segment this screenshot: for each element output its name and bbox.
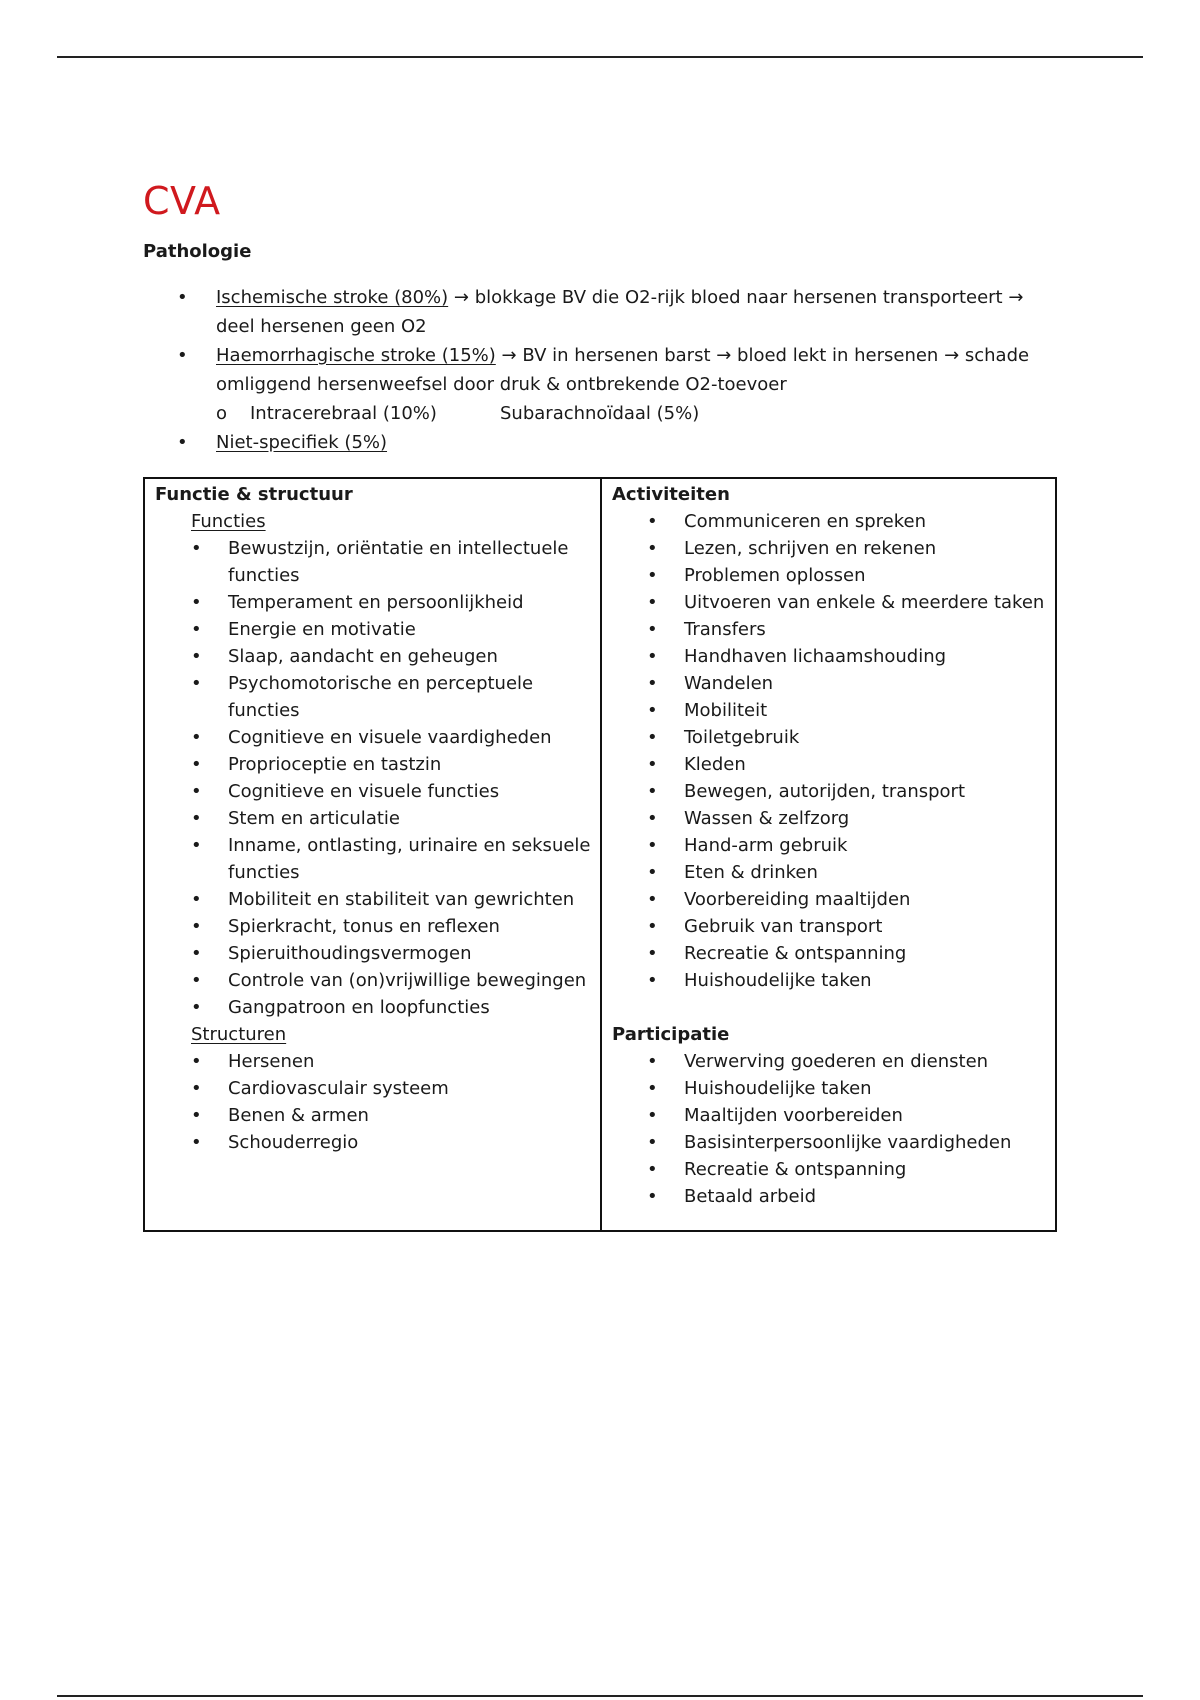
list-item — [155, 1129, 600, 1156]
list-item — [612, 886, 1055, 913]
list-item-text: Hersenen — [228, 1051, 315, 1072]
sub-item-subarachnoidaal: Subarachnoïdaal (5%) — [500, 403, 700, 424]
list-item-text: Temperament en persoonlijkheid — [228, 592, 524, 613]
list-item-text: Communiceren en spreken — [684, 511, 926, 532]
bullet-icon: • — [191, 943, 202, 964]
list-item-text: Toiletgebruik — [684, 727, 800, 748]
bullet-icon: • — [647, 835, 658, 856]
list-item — [155, 832, 600, 886]
list-item — [612, 508, 1055, 535]
list-item — [612, 859, 1055, 886]
sub-item-intracerebraal: Intracerebraal (10%) — [250, 403, 437, 424]
bullet-icon: • — [647, 808, 658, 829]
stroke-type: Haemorrhagische stroke (15%) — [216, 345, 496, 366]
list-item — [612, 1048, 1055, 1075]
list-item-text: Inname, ontlasting, urinaire en seksuele functies — [228, 835, 591, 883]
list-item-text: Gangpatroon en loopfuncties — [228, 997, 490, 1018]
list-item-text: Wandelen — [684, 673, 774, 694]
list-item — [612, 697, 1055, 724]
list-item-text: Kleden — [684, 754, 746, 775]
list-item-text: Verwerving goederen en diensten — [684, 1051, 989, 1072]
list-item-text: Basisinterpersoonlijke vaardigheden — [684, 1132, 1012, 1153]
list-item — [612, 751, 1055, 778]
list-item — [612, 778, 1055, 805]
bullet-icon: • — [647, 1186, 658, 1207]
list-item-text: Proprioceptie en tastzin — [228, 754, 442, 775]
list-item — [612, 1183, 1055, 1210]
bullet-icon: • — [191, 727, 202, 748]
list-item-text: Benen & armen — [228, 1105, 369, 1126]
list-item-text: Hand-arm gebruik — [684, 835, 848, 856]
list-item — [155, 1102, 600, 1129]
list-item-text: Maaltijden voorbereiden — [684, 1105, 903, 1126]
bullet-icon: • — [191, 1105, 202, 1126]
list-item-text: Psychomotorische en perceptuele functies — [228, 673, 534, 721]
bullet-icon: • — [647, 970, 658, 991]
bullet-icon: • — [647, 1078, 658, 1099]
activiteiten-list — [612, 508, 1055, 994]
bullet-icon: • — [191, 889, 202, 910]
list-item — [155, 940, 600, 967]
stroke-type: Ischemische stroke (80%) — [216, 287, 449, 308]
sub-bullet-icon: o — [216, 403, 228, 424]
structuren-label: Structuren — [191, 1024, 287, 1045]
bullet-icon: • — [191, 673, 202, 694]
list-item-text: Mobiliteit en stabiliteit van gewrichten — [228, 889, 575, 910]
list-item-text: Uitvoeren van enkele & meerdere taken — [684, 592, 1045, 613]
functies-list — [155, 535, 600, 1021]
list-item — [612, 1156, 1055, 1183]
list-item — [155, 616, 600, 643]
list-item — [612, 535, 1055, 562]
list-item — [612, 967, 1055, 994]
list-item — [612, 643, 1055, 670]
bullet-icon: • — [191, 1051, 202, 1072]
bullet-icon: • — [647, 538, 658, 559]
bullet-icon: • — [647, 511, 658, 532]
bullet-icon: • — [191, 997, 202, 1018]
bullet-icon: • — [191, 538, 202, 559]
bullet-icon: • — [191, 916, 202, 937]
bullet-icon: • — [647, 565, 658, 586]
list-item — [155, 670, 600, 724]
page-title: CVA — [143, 179, 221, 223]
list-item-text: Bewegen, autorijden, transport — [684, 781, 966, 802]
pathologie-list — [143, 283, 1063, 457]
bullet-icon: • — [647, 862, 658, 883]
list-item — [155, 724, 600, 751]
bullet-icon: • — [191, 781, 202, 802]
list-item — [612, 940, 1055, 967]
bullet-icon: • — [647, 781, 658, 802]
list-item-text: Voorbereiding maaltijden — [684, 889, 911, 910]
pathologie-heading: Pathologie — [143, 241, 252, 262]
bullet-icon: • — [177, 432, 188, 453]
list-item — [612, 616, 1055, 643]
list-item — [155, 994, 600, 1021]
bullet-icon: • — [647, 727, 658, 748]
activiteiten-participatie-cell — [601, 478, 1056, 1231]
bullet-icon: • — [191, 808, 202, 829]
bullet-icon: • — [647, 619, 658, 640]
bullet-icon: • — [191, 754, 202, 775]
bullet-icon: • — [647, 592, 658, 613]
top-rule — [57, 56, 1143, 58]
icf-table — [143, 477, 1057, 1232]
list-item-text: Slaap, aandacht en geheugen — [228, 646, 498, 667]
list-item-text: Huishoudelijke taken — [684, 970, 872, 991]
bullet-icon: • — [177, 287, 188, 308]
bullet-icon: • — [647, 916, 658, 937]
bullet-icon: • — [191, 646, 202, 667]
list-item — [155, 589, 600, 616]
list-item-text: Cognitieve en visuele vaardigheden — [228, 727, 552, 748]
participatie-heading: Participatie — [612, 1024, 730, 1045]
bullet-icon: • — [647, 1132, 658, 1153]
list-item-text: Spierkracht, tonus en reflexen — [228, 916, 500, 937]
list-item-text: Schouderregio — [228, 1132, 359, 1153]
list-item — [612, 805, 1055, 832]
list-item — [155, 967, 600, 994]
bullet-icon: • — [647, 646, 658, 667]
participatie-list — [612, 1048, 1055, 1210]
structuren-list — [155, 1048, 600, 1156]
bullet-icon: • — [191, 1078, 202, 1099]
list-item-text: Gebruik van transport — [684, 916, 883, 937]
list-item-text: Handhaven lichaamshouding — [684, 646, 947, 667]
list-item-text: Controle van (on)vrijwillige bewegingen — [228, 970, 587, 991]
list-item — [155, 886, 600, 913]
list-item — [612, 562, 1055, 589]
list-item-text: Stem en articulatie — [228, 808, 400, 829]
list-item-text: Bewustzijn, oriëntatie en intellectuele functies — [228, 538, 569, 586]
list-item-text: Huishoudelijke taken — [684, 1078, 872, 1099]
bullet-icon: • — [647, 1051, 658, 1072]
bullet-icon: • — [177, 345, 188, 366]
list-item — [143, 283, 1063, 341]
list-item-text: Eten & drinken — [684, 862, 818, 883]
list-item-text: Cognitieve en visuele functies — [228, 781, 500, 802]
list-item-text: Transfers — [684, 619, 766, 640]
bullet-icon: • — [191, 592, 202, 613]
list-item-text: Betaald arbeid — [684, 1186, 817, 1207]
list-item — [612, 1075, 1055, 1102]
bottom-rule — [57, 1695, 1143, 1697]
stroke-description: → blokkage BV die O2-rijk bloed naar hersenen transporteert → deel hersenen geen O2 — [216, 287, 1024, 337]
list-item — [155, 751, 600, 778]
list-item — [612, 670, 1055, 697]
list-item — [612, 589, 1055, 616]
list-item — [155, 535, 600, 589]
bullet-icon: • — [647, 889, 658, 910]
list-item-text: Spieruithoudingsvermogen — [228, 943, 472, 964]
list-item-text: Mobiliteit — [684, 700, 768, 721]
activiteiten-heading: Activiteiten — [612, 484, 730, 505]
list-item — [155, 805, 600, 832]
functie-structuur-cell — [144, 478, 601, 1231]
bullet-icon: • — [647, 1159, 658, 1180]
list-item — [155, 913, 600, 940]
bullet-icon: • — [647, 673, 658, 694]
bullet-icon: • — [647, 754, 658, 775]
functies-label: Functies — [191, 511, 266, 532]
list-item — [155, 643, 600, 670]
bullet-icon: • — [191, 970, 202, 991]
list-item-text: Cardiovasculair systeem — [228, 1078, 449, 1099]
list-item-text: Lezen, schrijven en rekenen — [684, 538, 937, 559]
sub-list-item — [143, 399, 1063, 428]
list-item — [612, 913, 1055, 940]
list-item — [612, 1129, 1055, 1156]
list-item — [155, 1048, 600, 1075]
bullet-icon: • — [647, 700, 658, 721]
list-item — [612, 1102, 1055, 1129]
list-item — [155, 778, 600, 805]
list-item-text: Energie en motivatie — [228, 619, 416, 640]
bullet-icon: • — [191, 619, 202, 640]
list-item — [143, 341, 1063, 399]
list-item-text: Recreatie & ontspanning — [684, 943, 907, 964]
bullet-icon: • — [647, 943, 658, 964]
list-item — [155, 1075, 600, 1102]
bullet-icon: • — [647, 1105, 658, 1126]
stroke-description: → BV in hersenen barst → bloed lekt in hersenen → schade omliggend hersenweefsel door druk & ontbrekende O2-toevoer — [216, 345, 1030, 395]
bullet-icon: • — [191, 835, 202, 856]
list-item-text: Wassen & zelfzorg — [684, 808, 850, 829]
list-item — [143, 428, 1063, 457]
functie-structuur-heading: Functie & structuur — [155, 484, 353, 505]
stroke-type: Niet-specifiek (5%) — [216, 432, 388, 453]
list-item — [612, 724, 1055, 751]
list-item-text: Recreatie & ontspanning — [684, 1159, 907, 1180]
bullet-icon: • — [191, 1132, 202, 1153]
list-item — [612, 832, 1055, 859]
list-item-text: Problemen oplossen — [684, 565, 866, 586]
